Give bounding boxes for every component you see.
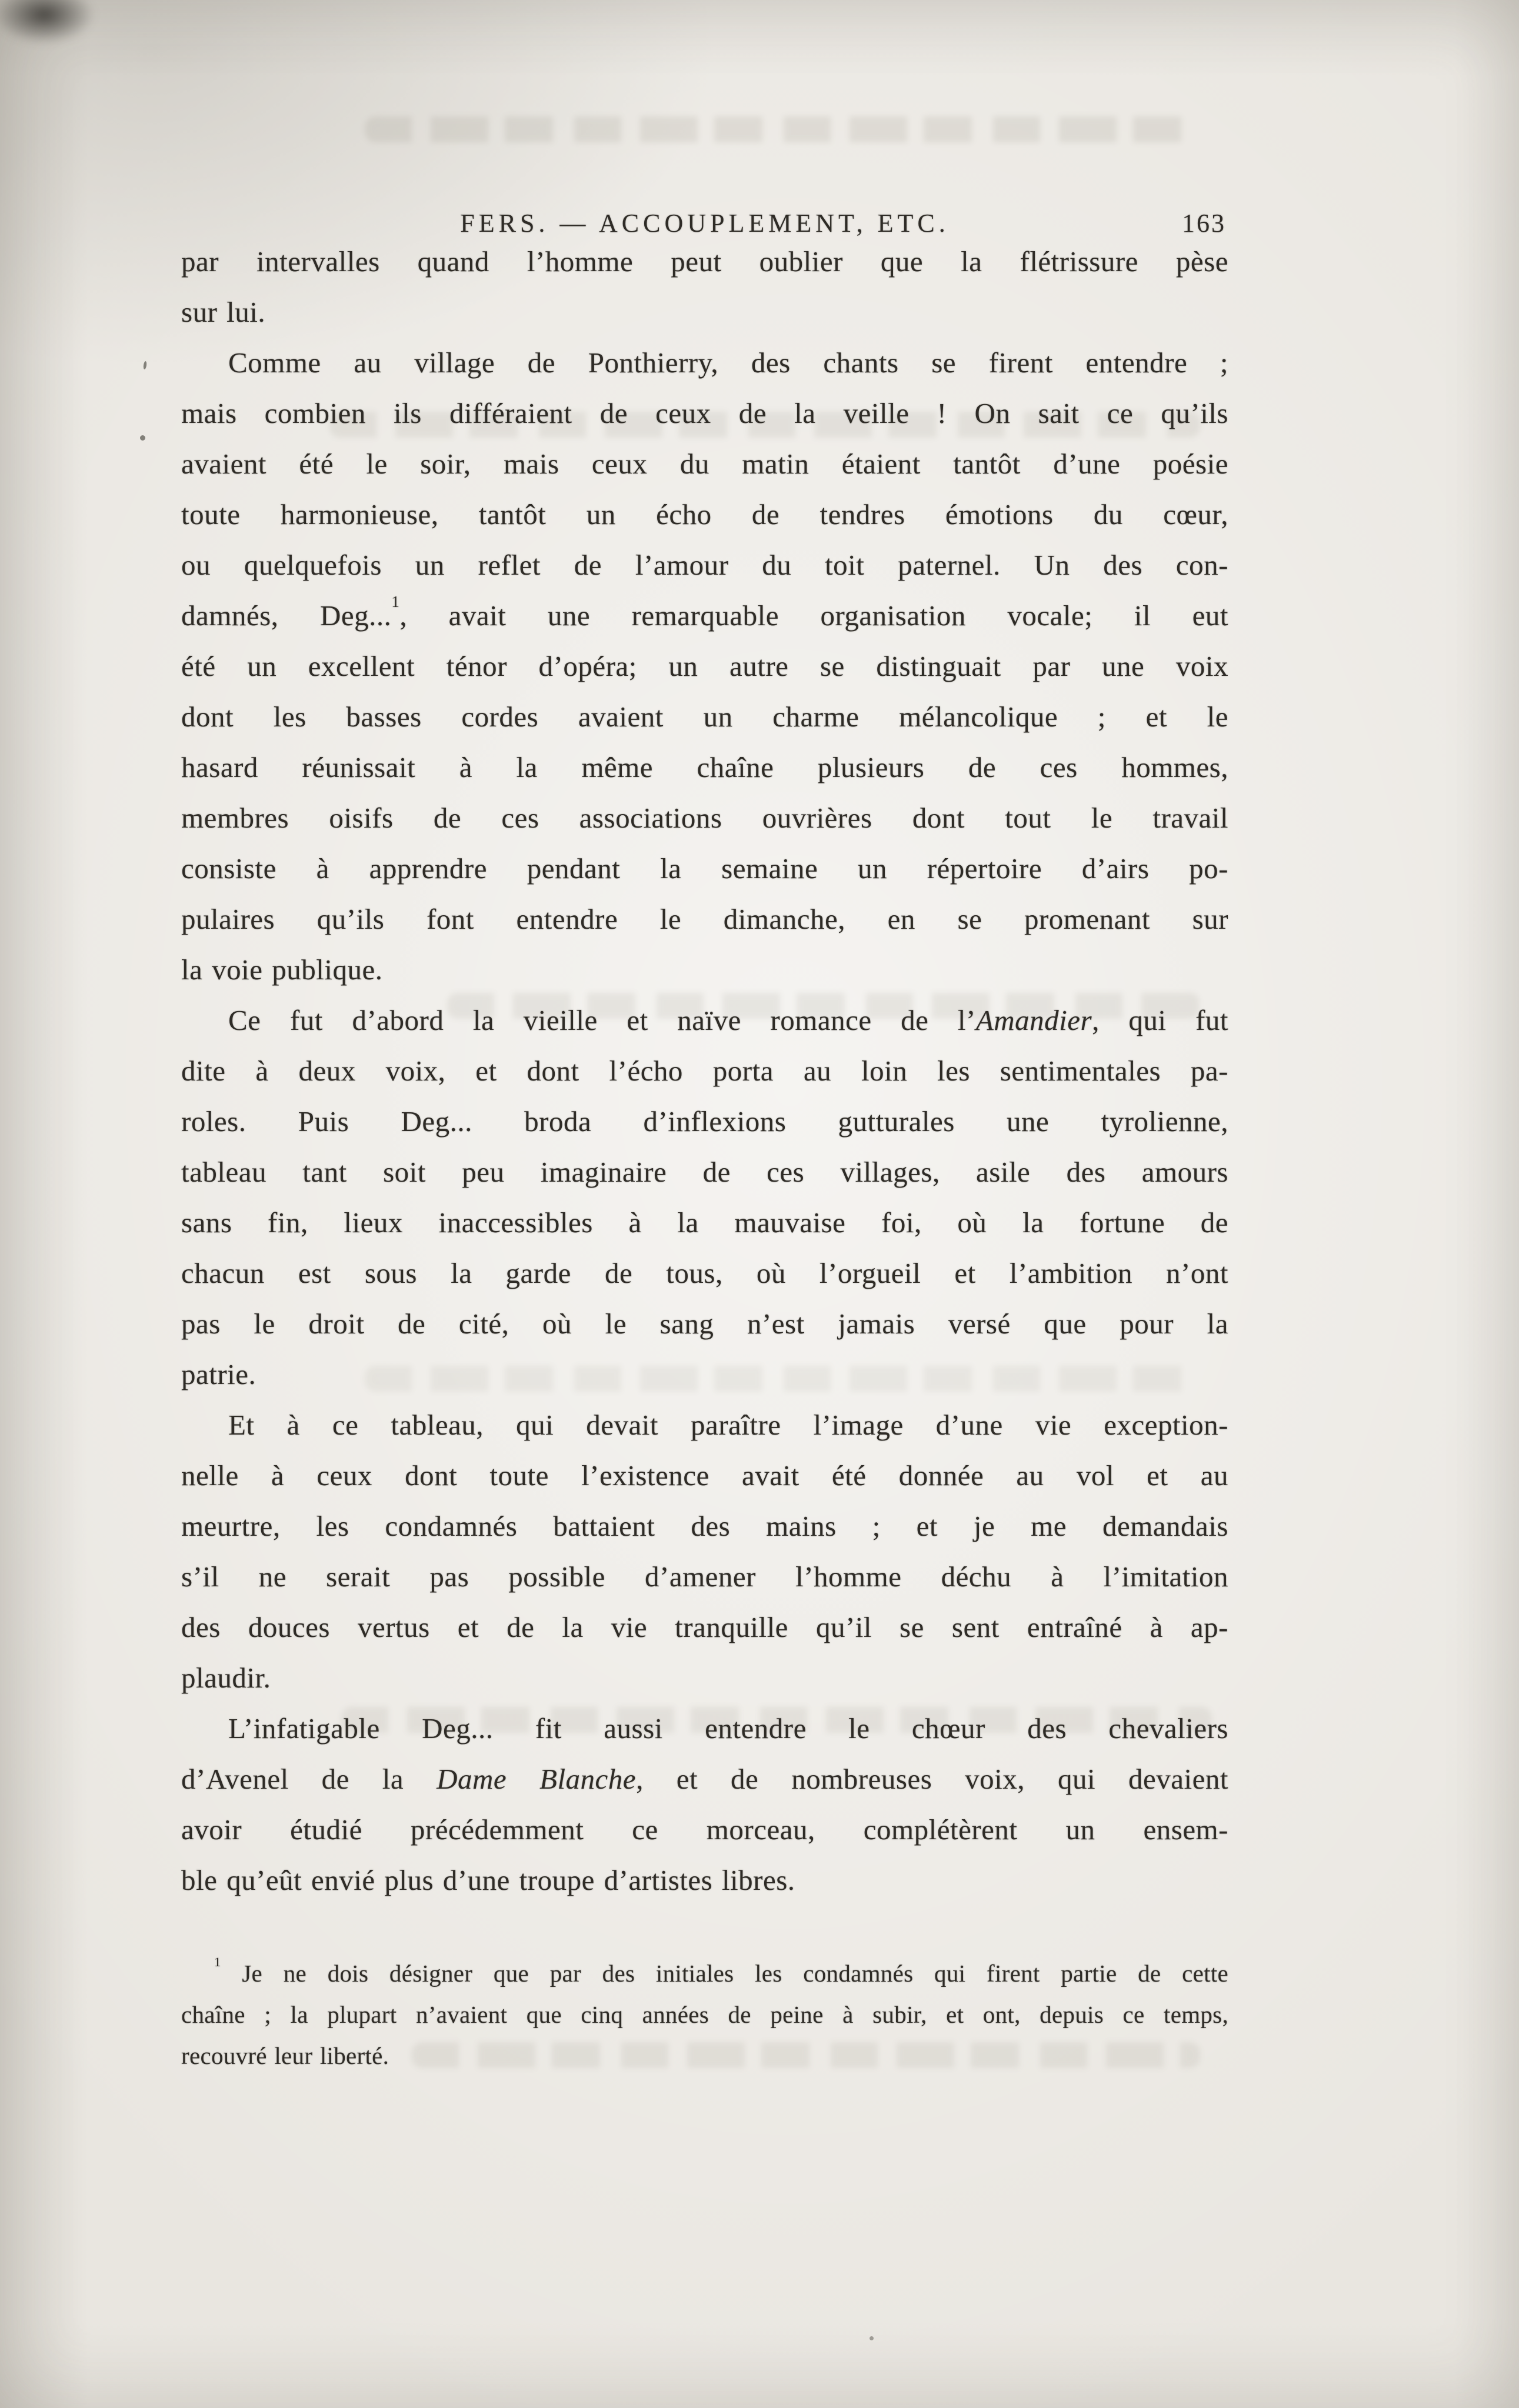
body-line	[181, 1805, 1228, 1855]
body-line	[181, 540, 1228, 591]
footnote-line	[181, 1994, 1228, 2035]
body-line	[181, 287, 1228, 338]
text-segment: , avait une remarquable organisation vocale; il eut	[399, 599, 1228, 632]
body-line	[181, 1754, 1228, 1805]
body-line	[181, 236, 1228, 287]
text-segment: consiste à apprendre pendant la semaine un répertoire d’airs po-	[181, 852, 1228, 885]
text-segment: patrie.	[181, 1358, 257, 1390]
body-line	[181, 1703, 1228, 1754]
scan-speck	[143, 361, 147, 370]
body-line	[181, 1046, 1228, 1096]
body-line	[181, 843, 1228, 894]
show-through-ghost	[365, 116, 1188, 142]
running-header-title: FERS. — ACCOUPLEMENT, ETC.	[460, 209, 950, 238]
text-segment: la voie publique.	[181, 953, 383, 986]
body-line	[181, 1501, 1228, 1552]
text-segment: sur lui.	[181, 296, 266, 328]
body-line	[181, 1552, 1228, 1602]
text-segment: plaudir.	[181, 1662, 271, 1694]
body-line	[181, 641, 1228, 692]
text-segment: avaient été le soir, mais ceux du matin étaient tantôt d’une poésie	[181, 448, 1228, 480]
text-segment: nelle à ceux dont toute l’existence avait été donnée au vol et au	[181, 1459, 1228, 1492]
text-segment: avoir étudié précédemment ce morceau, complétèrent un ensem-	[181, 1813, 1228, 1846]
text-segment: toute harmonieuse, tantôt un écho de tendres émotions du cœur,	[181, 498, 1228, 531]
footnote	[181, 1953, 1228, 2076]
scan-speck	[140, 435, 145, 441]
text-segment: damnés, Deg...	[181, 599, 392, 632]
text-segment: meurtre, les condamnés battaient des mains ; et je me demandais	[181, 1510, 1228, 1542]
text-segment: chacun est sous la garde de tous, où l’orgueil et l’ambition n’ont	[181, 1257, 1228, 1289]
text-segment: s’il ne serait pas possible d’amener l’homme déchu à l’imitation	[181, 1560, 1228, 1593]
text-segment: Je ne dois désigner que par des initiales les condamnés qui firent partie de cette	[221, 1960, 1228, 1987]
body-line	[181, 742, 1228, 793]
body-line	[181, 894, 1228, 945]
text-segment: Et à ce tableau, qui devait paraître l’image d’une vie exception-	[228, 1409, 1228, 1441]
page-number: 163	[1182, 209, 1226, 238]
text-segment: Ce fut d’abord la vieille et naïve romance de l’	[228, 1004, 976, 1036]
body-line	[181, 1248, 1228, 1299]
text-segment: sans fin, lieux inaccessibles à la mauvaise foi, où la fortune de	[181, 1206, 1228, 1239]
text-segment: , qui fut	[1092, 1004, 1229, 1036]
text-segment: chaîne ; la plupart n’avaient que cinq années de peine à subir, et ont, depuis ce temps,	[181, 2001, 1228, 2028]
body-line	[181, 489, 1228, 540]
italic-title: Amandier	[975, 1004, 1092, 1036]
text-segment: membres oisifs de ces associations ouvrières dont tout le travail	[181, 802, 1228, 834]
text-segment: ou quelquefois un reflet de l’amour du toit paternel. Un des con-	[181, 549, 1228, 581]
text-segment: L’infatigable Deg... fit aussi entendre le chœur des chevaliers	[228, 1712, 1228, 1745]
text-segment: Comme au village de Ponthierry, des chants se firent entendre ;	[228, 346, 1228, 379]
scan-corner-smudge	[0, 0, 115, 56]
text-segment: ble qu’eût envié plus d’une troupe d’artistes libres.	[181, 1864, 795, 1896]
text-segment: recouvré leur liberté.	[181, 2042, 389, 2069]
body-line	[181, 1198, 1228, 1248]
body-line	[181, 793, 1228, 843]
text-segment: été un excellent ténor d’opéra; un autre se distinguait par une voix	[181, 650, 1228, 682]
text-segment: tableau tant soit peu imaginaire de ces villages, asile des amours	[181, 1156, 1228, 1188]
footnote-marker: 1	[391, 593, 400, 611]
body-line	[181, 1450, 1228, 1501]
text-segment: d’Avenel de la	[181, 1763, 437, 1795]
text-segment: mais combien ils différaient de ceux de la veille ! On sait ce qu’ils	[181, 397, 1228, 429]
body-line	[181, 945, 1228, 995]
body-line	[181, 439, 1228, 489]
text-segment: pulaires qu’ils font entendre le dimanche, en se promenant sur	[181, 903, 1228, 935]
body-line	[181, 1400, 1228, 1450]
text-segment: dite à deux voix, et dont l’écho porta au loin les sentimentales pa-	[181, 1055, 1228, 1087]
text-segment: pas le droit de cité, où le sang n’est jamais versé que pour la	[181, 1308, 1228, 1340]
footnote-line	[181, 2035, 1228, 2076]
body-line	[181, 1096, 1228, 1147]
body-line	[181, 692, 1228, 742]
body-line	[181, 1147, 1228, 1198]
footnote-line	[181, 1953, 1228, 1994]
italic-title: Dame Blanche	[437, 1763, 637, 1795]
text-segment: roles. Puis Deg... broda d’inflexions gutturales une tyrolienne,	[181, 1105, 1228, 1138]
text-segment: des douces vertus et de la vie tranquille qu’il se sent entraîné à ap-	[181, 1611, 1228, 1643]
body-line	[181, 1653, 1228, 1703]
body-line	[181, 1855, 1228, 1906]
body-line	[181, 1299, 1228, 1349]
body-line	[181, 1602, 1228, 1653]
body-line	[181, 388, 1228, 439]
body-line	[181, 995, 1228, 1046]
footnote-marker: 1	[214, 1955, 221, 1970]
text-segment: dont les basses cordes avaient un charme mélancolique ; et le	[181, 701, 1228, 733]
text-segment: par intervalles quand l’homme peut oublier que la flétrissure pèse	[181, 245, 1228, 278]
body-text	[181, 236, 1228, 1906]
text-segment: , et de nombreuses voix, qui devaient	[636, 1763, 1228, 1795]
body-line	[181, 1349, 1228, 1400]
scan-speck	[870, 2336, 874, 2340]
body-line	[181, 591, 1228, 641]
body-line	[181, 338, 1228, 388]
text-segment: hasard réunissait à la même chaîne plusieurs de ces hommes,	[181, 751, 1228, 783]
